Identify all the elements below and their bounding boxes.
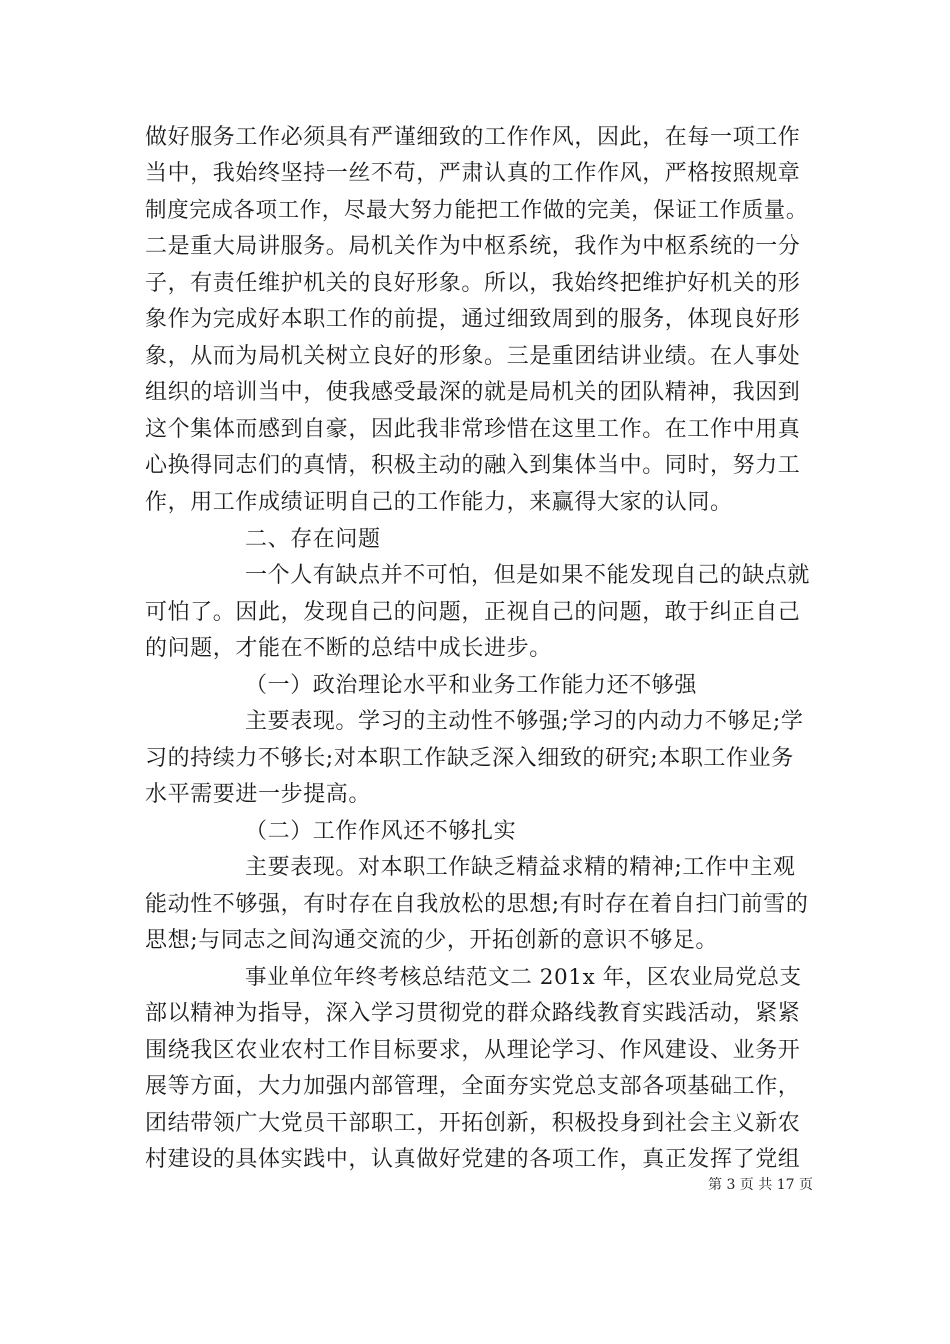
subsection-heading: （一）政治理论水平和业务工作能力还不够强 <box>245 673 698 698</box>
body-line: 象作为完成好本职工作的前提，通过细致周到的服务，体现良好形 <box>145 307 801 332</box>
body-line: 作，用工作成绩证明自己的工作能力，来赢得大家的认同。 <box>145 490 733 515</box>
body-line: 思想;与同志之间沟通交流的少，开拓创新的意识不够足。 <box>145 928 719 953</box>
section-heading: 二、存在问题 <box>245 527 381 552</box>
body-line: 当中，我始终坚持一丝不苟，严肃认真的工作作风，严格按照规章 <box>145 161 801 186</box>
body-line: 的问题，才能在不断的总结中成长进步。 <box>145 636 552 661</box>
body-line: 可怕了。因此，发现自己的问题，正视自己的问题，敢于纠正自己 <box>145 600 801 625</box>
page-number: 第 3 页 共 17 页 <box>708 1177 813 1193</box>
body-line: 习的持续力不够长;对本职工作缺乏深入细致的研究;本职工作业务 <box>145 746 794 771</box>
body-line: 做好服务工作必须具有严谨细致的工作作风，因此，在每一项工作 <box>145 125 801 150</box>
body-line: 一个人有缺点并不可怕，但是如果不能发现自己的缺点就 <box>245 563 811 588</box>
body-line: 部以精神为指导，深入学习贯彻党的群众路线教育实践活动，紧紧 <box>145 1001 801 1026</box>
body-line: 水平需要进一步提高。 <box>145 782 372 807</box>
body-line: 事业单位年终考核总结范文二 201x 年，区农业局党总支 <box>245 965 802 990</box>
body-line: 心换得同志们的真情，积极主动的融入到集体当中。同时，努力工 <box>145 453 801 478</box>
body-line: 这个集体而感到自豪，因此我非常珍惜在这里工作。在工作中用真 <box>145 417 801 442</box>
body-line: 团结带领广大党员干部职工，开拓创新，积极投身到社会主义新农 <box>145 1111 801 1136</box>
body-line: 展等方面，大力加强内部管理，全面夯实党总支部各项基础工作， <box>145 1074 801 1099</box>
body-line: 村建设的具体实践中，认真做好党建的各项工作，真正发挥了党组 <box>145 1147 801 1172</box>
body-line: 组织的培训当中，使我感受最深的就是局机关的团队精神，我因到 <box>145 380 801 405</box>
subsection-heading: （二）工作作风还不够扎实 <box>245 819 517 844</box>
body-line: 子，有责任维护机关的良好形象。所以，我始终把维护好机关的形 <box>145 271 801 296</box>
body-line: 围绕我区农业农村工作目标要求，从理论学习、作风建设、业务开 <box>145 1038 801 1063</box>
body-line: 象，从而为局机关树立良好的形象。三是重团结讲业绩。在人事处 <box>145 344 801 369</box>
body-line: 制度完成各项工作，尽最大努力能把工作做的完美，保证工作质量。 <box>145 198 809 223</box>
body-line: 能动性不够强，有时存在自我放松的思想;有时存在着自扫门前雪的 <box>145 892 809 917</box>
body-line: 二是重大局讲服务。局机关作为中枢系统，我作为中枢系统的一分 <box>145 234 801 259</box>
body-line: 主要表现。学习的主动性不够强;学习的内动力不够足;学 <box>245 709 804 734</box>
body-line: 主要表现。对本职工作缺乏精益求精的精神;工作中主观 <box>245 855 796 880</box>
